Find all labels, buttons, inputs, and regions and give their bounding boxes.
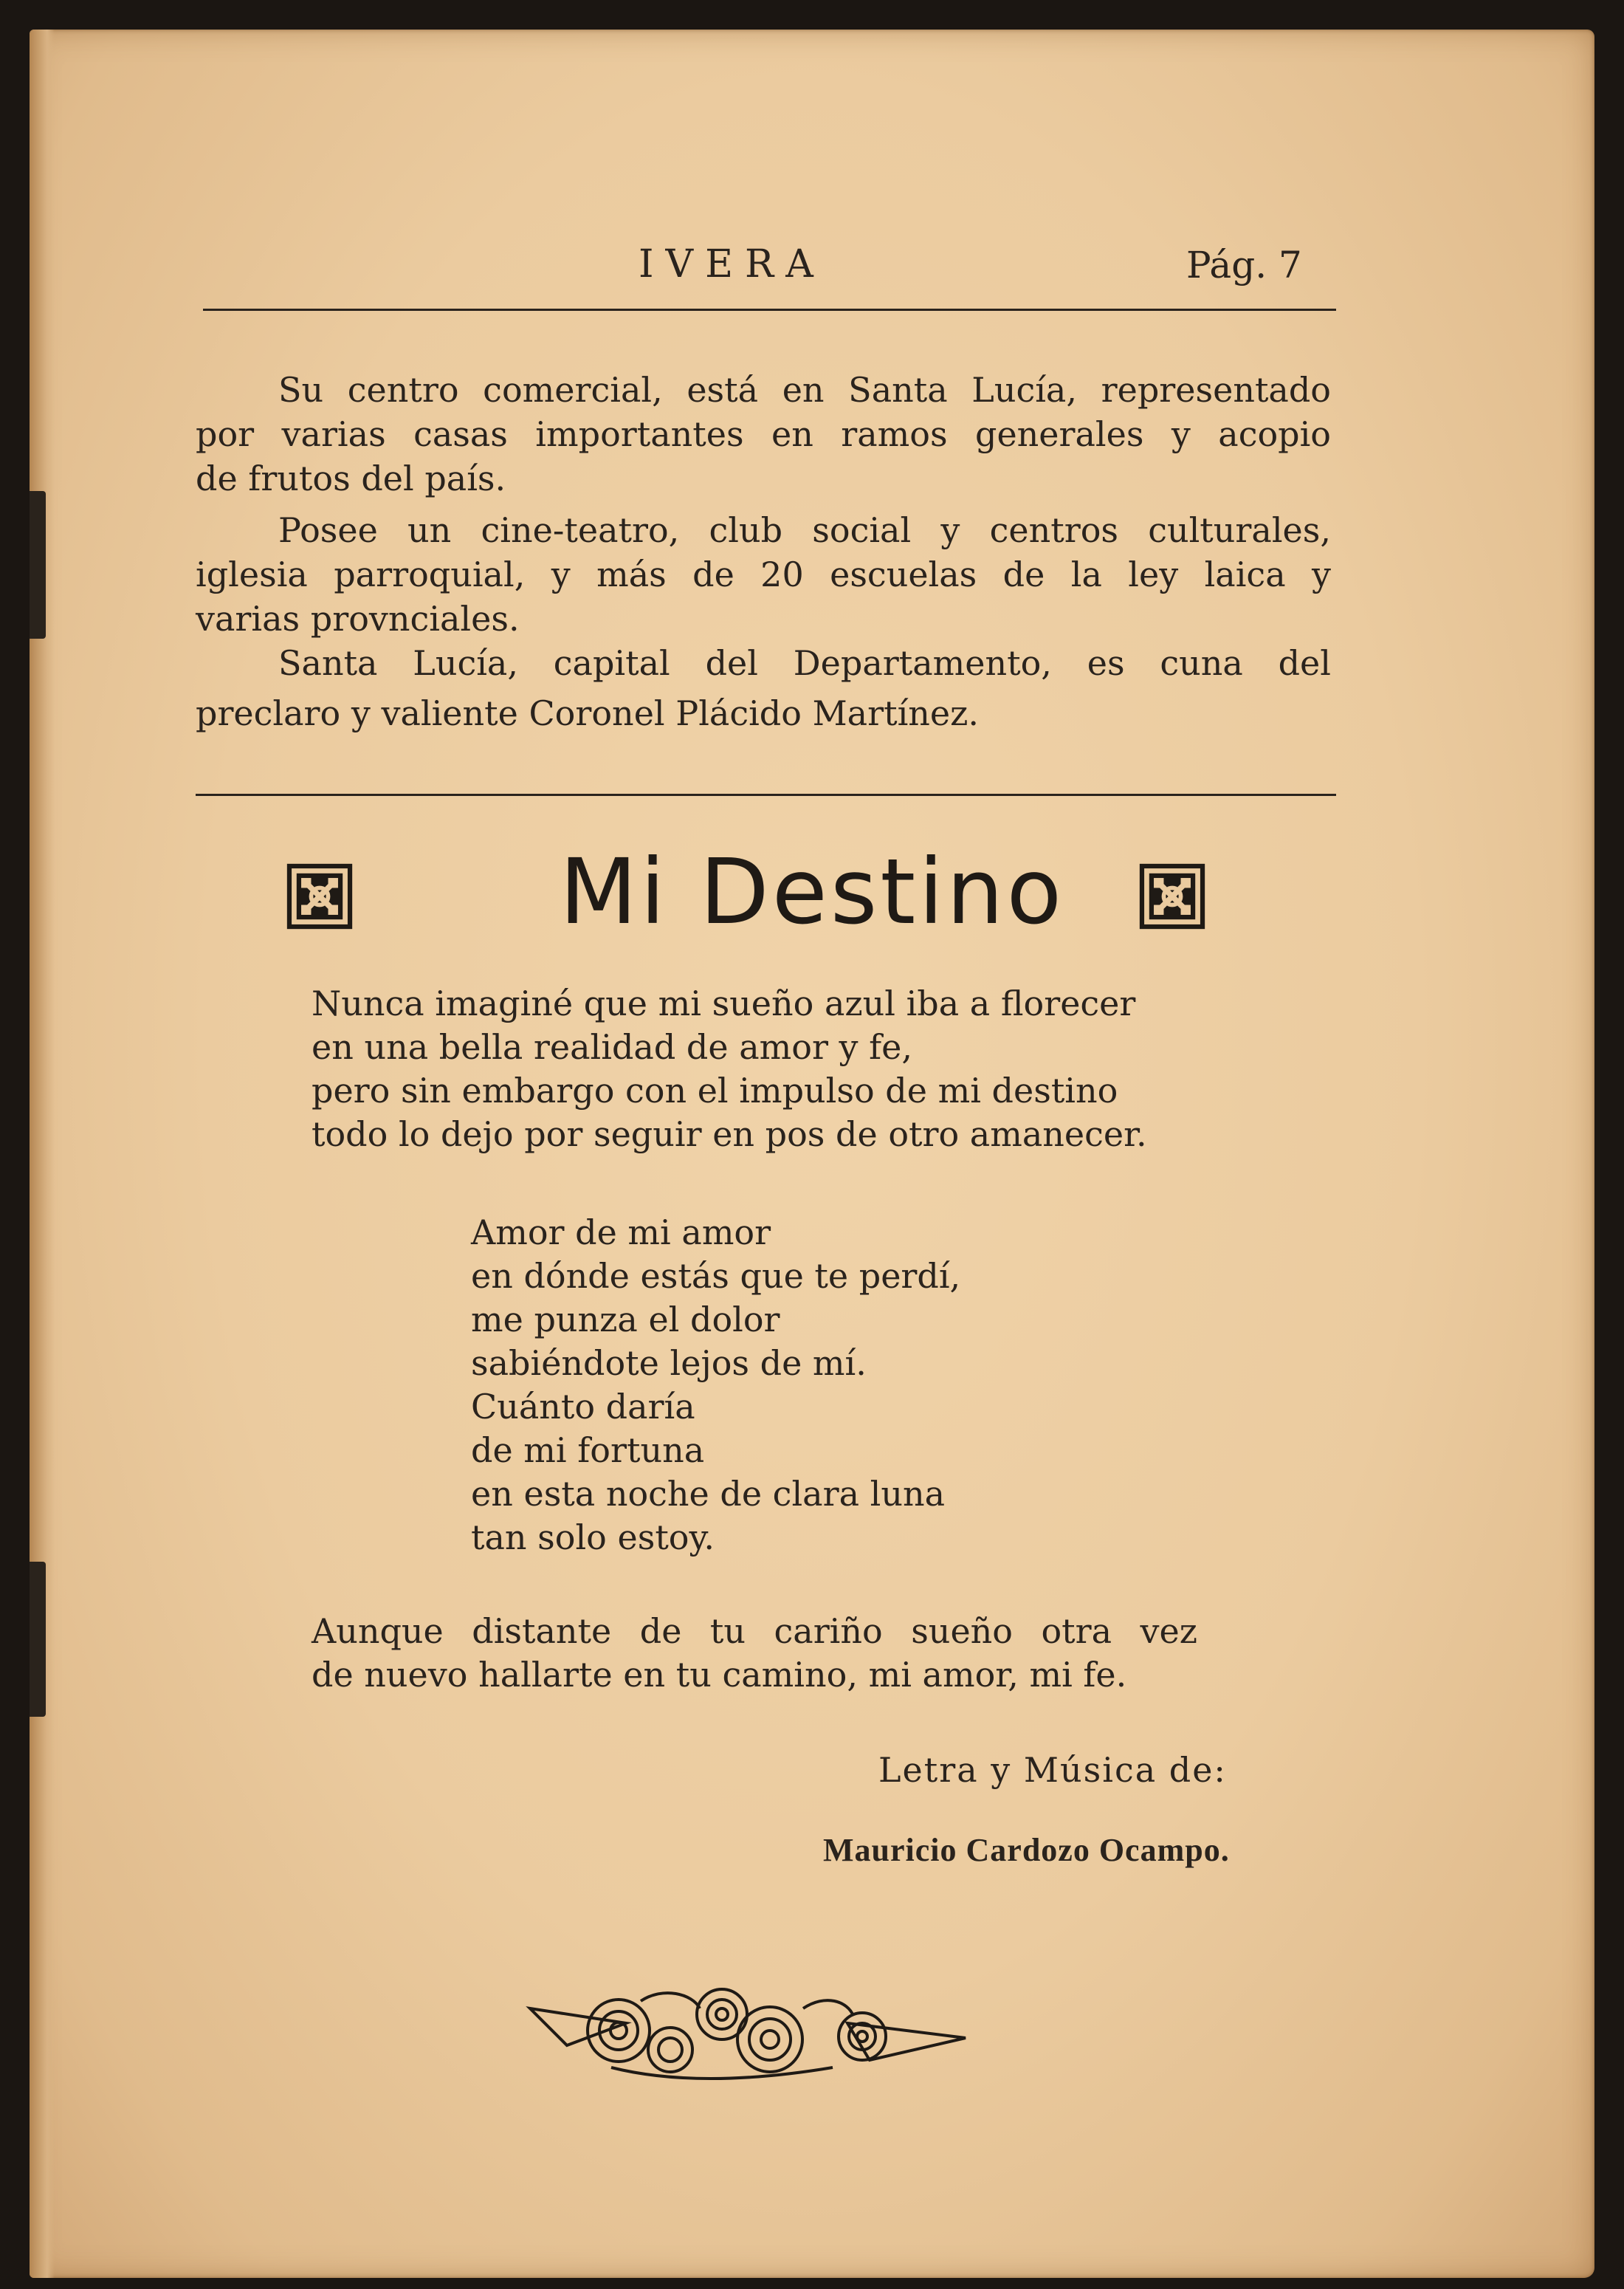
paragraph (196, 508, 1331, 641)
paragraph-line: por varias casas importantes en ramos generales y acopio (196, 414, 1331, 454)
paragraph-line: Posee un cine-teatro, club social y centros culturales, (278, 510, 1331, 550)
paragraph (196, 641, 1331, 735)
poem-line: en esta noche de clara luna (471, 1474, 946, 1514)
paragraph-line: preclaro y valiente Coronel Plácido Martínez. (196, 693, 979, 733)
binding-tab (30, 1562, 46, 1717)
poem-line: en dónde estás que te perdí, (471, 1256, 961, 1296)
poem-line: pero sin embargo con el impulso de mi destino (312, 1071, 1118, 1111)
running-header-title: IVERA (639, 242, 825, 286)
page-spine-shadow (30, 30, 55, 2278)
paragraph-line: varias provnciales. (196, 599, 520, 639)
poem-line: Amor de mi amor (471, 1212, 771, 1252)
poem-line: de mi fortuna (471, 1430, 705, 1470)
paragraph-line: Santa Lucía, capital del Departamento, es cuna del (278, 643, 1331, 683)
credit-label: Letra y Música de: (878, 1750, 1227, 1790)
paragraph-line: de frutos del país. (196, 459, 506, 498)
poem-line: sabiéndote lejos de mí. (471, 1343, 867, 1383)
binding-tab (30, 491, 46, 639)
poem-stanza (312, 1610, 1197, 1697)
section-rule (196, 794, 1336, 796)
poem-title: Mi Destino (559, 840, 1065, 944)
poem-line: me punza el dolor (471, 1300, 780, 1339)
rose-garland-ornament-icon (523, 1979, 973, 2090)
poem-line: en una bella realidad de amor y fe, (312, 1027, 913, 1067)
poem-stanza (471, 1211, 960, 1559)
page-number: Pág. 7 (1186, 244, 1302, 286)
poem-stanza (312, 982, 1147, 1156)
poem-line: Nunca imaginé que mi sueño azul iba a florecer (312, 984, 1136, 1023)
paragraph-line: Su centro comercial, está en Santa Lucía, representado (278, 370, 1331, 410)
header-rule (203, 309, 1336, 311)
poem-line: Aunque distante de tu cariño sueño otra vez (312, 1611, 1197, 1651)
poem-line: de nuevo hallarte en tu camino, mi amor, mi fe. (312, 1655, 1127, 1695)
paragraph-line: iglesia parroquial, y más de 20 escuelas de la ley laica y (196, 555, 1331, 594)
celtic-knot-ornament-icon (1137, 861, 1208, 932)
poem-line: tan solo estoy. (471, 1517, 715, 1557)
credit-author: Mauricio Cardozo Ocampo. (823, 1832, 1230, 1868)
paragraph (196, 368, 1331, 501)
book-page (30, 30, 1594, 2278)
poem-line: Cuánto daría (471, 1387, 695, 1427)
poem-line: todo lo dejo por seguir en pos de otro amanecer. (312, 1114, 1147, 1154)
